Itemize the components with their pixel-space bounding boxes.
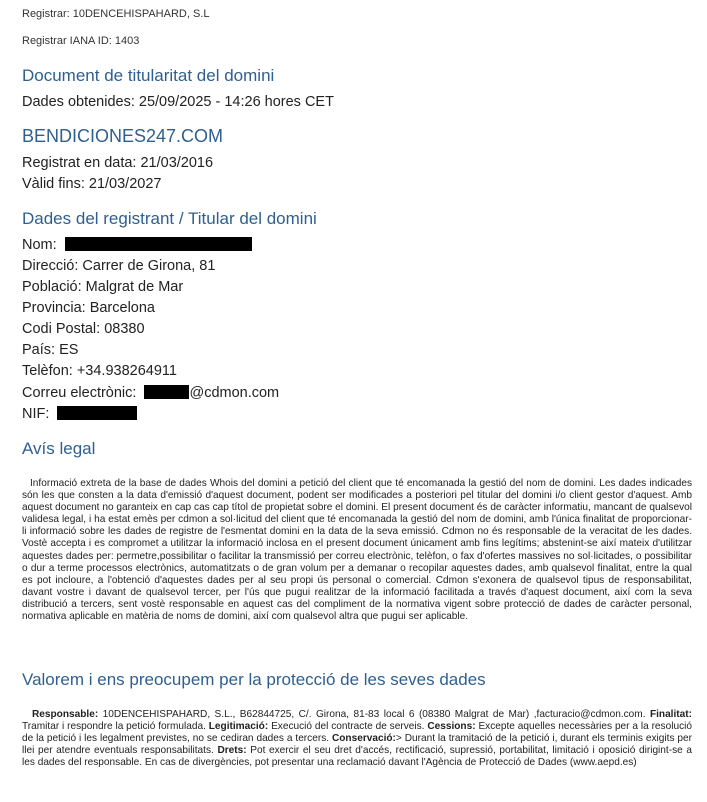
registrant-name — [22, 237, 252, 253]
iana-id-line: Registrar IANA ID: 1403 — [22, 35, 140, 47]
responsable-label: Responsable: — [32, 709, 99, 720]
drets-value: Pot exercir el seu dret d'accés, rectificació, supressió, portabilitat, limitació i oposició dirigint-se a les dades del responsable. En cas de divergències, pot presentar una reclamació davant l'Agència de Protecció de Dades (www.aepd.es) — [22, 745, 692, 769]
registrant-address: Direcció: Carrer de Girona, 81 — [22, 258, 216, 274]
name-label: Nom: — [22, 237, 57, 253]
cessions-label: Cessions: — [427, 721, 476, 733]
finalitat-value: Tramitar i respondre la petició formulada. — [22, 721, 206, 733]
domain-name: BENDICIONES247.COM — [22, 126, 224, 146]
privacy-text — [22, 709, 692, 769]
legitimacio-value: Execució del contracte de serveis. — [271, 721, 425, 733]
email-domain: @cdmon.com — [189, 385, 280, 401]
conservacio-label: Conservació: — [331, 733, 396, 745]
registrant-postal-code: Codi Postal: 08380 — [22, 321, 145, 337]
registrant-nif — [22, 406, 137, 422]
redacted-nif-block — [57, 406, 137, 420]
finalitat-label: Finalitat: — [649, 709, 692, 720]
registrant-email — [22, 385, 279, 401]
privacy-section-title: Valorem i ens preocupem per la protecció de les seves dades — [22, 670, 486, 689]
obtained-date: Dades obtenides: 25/09/2025 - 14:26 hores CET — [22, 94, 334, 110]
registrant-country: País: ES — [22, 342, 79, 358]
redacted-email-block — [144, 385, 189, 399]
legal-notice-title: Avís legal — [22, 439, 96, 458]
cessions-value: Excepte aquelles necessàries per a la resolució de la petició i les legalment previstes, no se cediran dades a tercers. — [22, 721, 692, 745]
redacted-name-block — [65, 237, 252, 251]
conservacio-value: > Durant la tramitació de la petició i, durant els terminis exigits per llei per atendre eventuals responsabilitats. — [22, 733, 692, 757]
document-title: Document de titularitat del domini — [22, 66, 275, 85]
registrar-line: Registrar: 10DENCEHISPAHARD, S.L — [22, 8, 210, 20]
nif-label: NIF: — [22, 406, 50, 422]
registrant-town: Població: Malgrat de Mar — [22, 279, 184, 295]
registrant-section-title: Dades del registrant / Titular del domini — [22, 209, 317, 228]
legitimacio-label: Legitimació: — [208, 721, 269, 733]
registrant-phone: Telèfon: +34.938264911 — [22, 363, 177, 379]
email-label: Correu electrònic: — [22, 385, 137, 401]
drets-label: Drets: — [217, 745, 247, 757]
responsable-value: 10DENCEHISPAHARD, S.L., B62844725, C/. Girona, 81-83 local 6 (08380 Malgrat de Mar) ,facturacio@cdmon.com. — [102, 709, 646, 720]
legal-notice-text: Informació extreta de la base de dades Whois del domini a petició del client que té encomanada la gestió del nom de domini. Les dades indicades són les que consten a la data d'emissió d'aquest document, podent ser modificades a posteriori pel titular del domini i/o client gestor d'aquest. Amb aquest document no garanteix en cap cas cap títol de propietat sobre el domini. El present document és de caràcter informatiu, mancant de qualsevol validesa legal, i ha estat emès per cdmon a sol·licitud del client que té encomanada la gestió del nom de domini, amb l'única finalitat de proporcionar-li informació sobre les dades de registre de l'esmentat domini en la data de la seva emissió. Cdmon no és responsable de la veracitat de les dades. Vostè accepta i es compromet a utilitzar la informació inclosa en el present document únicament amb fins legítims; abstenint-se així mateix d'utilitzar aquestes dades per: permetre,possibilitar o facilitar la transmissió per correu electrònic, telèfon, o fax d'ofertes massives no sol·licitades, o possibilitar o dur a terme processos electrònics, automatitzats o de gran volum per a demanar o recopilar aquestes dades, amb qualsevol finalitat, entre la qual es pot incloure, a l'obtenció d'aquestes dades per al seu propi ús personal o comercial. Cdmon s'exonera de qualsevol tipus de responsabilitat, davant vostre i davant de qualsevol tercer, per l'ús que pugui realitzar de la informació facilitada a través d'aquest document, així com la seva distribució a tercers, sent vostè responsable en aquest cas del compliment de la normativa vigent sobre protecció de dades de caràcter personal, normativa aplicable en matèria de noms de domini, així com qualsevol altra que pugui ser aplicable. — [22, 478, 692, 623]
valid-until-date: Vàlid fins: 21/03/2027 — [22, 176, 162, 192]
registrant-province: Provincia: Barcelona — [22, 300, 155, 316]
registered-date: Registrat en data: 21/03/2016 — [22, 155, 214, 171]
